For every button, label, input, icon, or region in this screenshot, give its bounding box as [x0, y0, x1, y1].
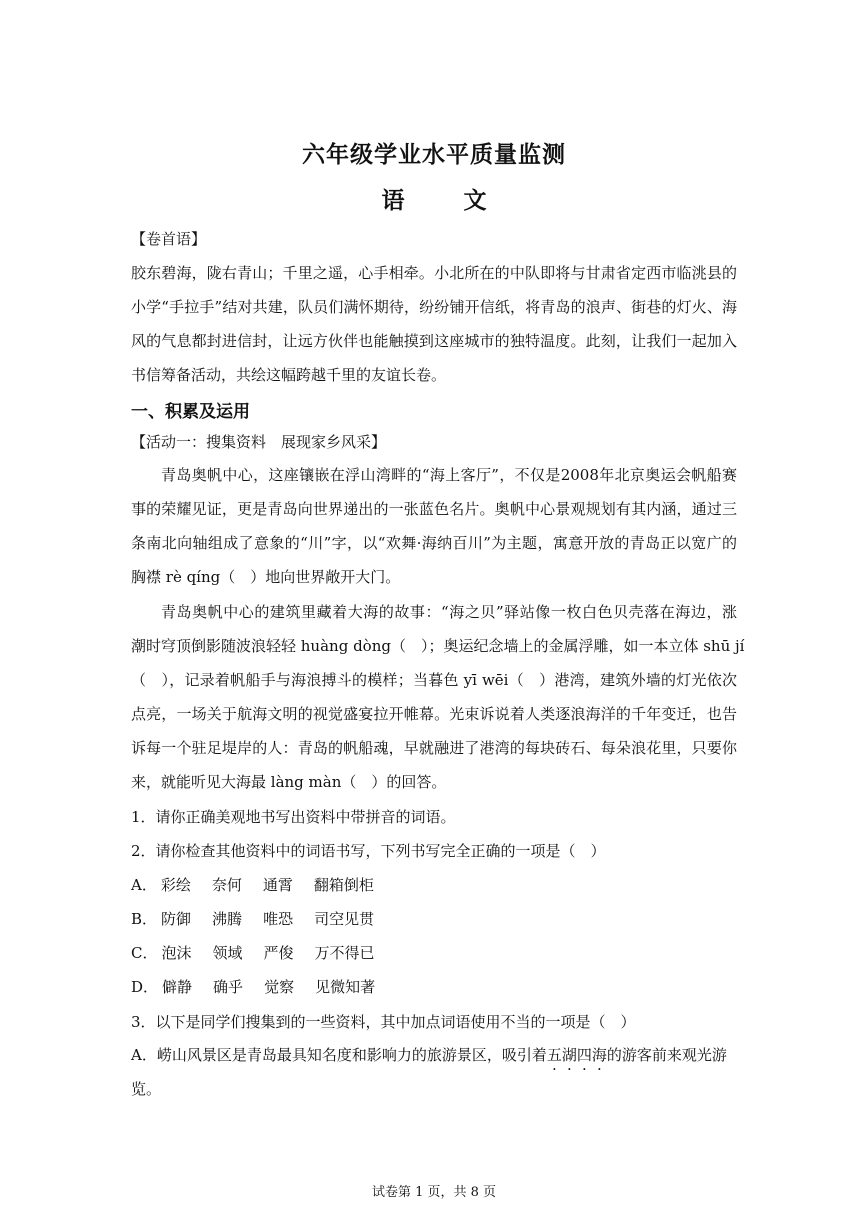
dotted-char: 海 [591, 1046, 607, 1064]
option-a[interactable] [131, 874, 737, 895]
option-word: 泡沫 [161, 944, 192, 962]
dotted-word [547, 1046, 607, 1064]
option-text: 的游客前来观光游 [606, 1046, 727, 1064]
activity-heading: 【活动一：搜集资料 展现家乡风采】 [131, 433, 387, 451]
dotted-char: 湖 [561, 1046, 577, 1064]
option-a-q3[interactable] [131, 1044, 737, 1065]
preface-line: 风的气息都封进信封，让远方伙伴也能触摸到这座城市的独特温度。此刻，让我们一起加入 [131, 332, 737, 350]
option-word: 万不得已 [314, 944, 375, 962]
question-2: 2．请你检查其他资料中的词语书写，下列书写完全正确的一项是（ ） [131, 842, 606, 860]
question-1: 1．请你正确美观地书写出资料中带拼音的词语。 [131, 808, 456, 826]
option-label: A． [131, 876, 157, 894]
option-word: 通霄 [262, 876, 293, 894]
option-word: 觉察 [264, 978, 295, 996]
passage-line: 青岛奥帆中心，这座镶嵌在浮山湾畔的“海上客厅”，不仅是2008年北京奥运会帆船赛 [161, 466, 737, 484]
option-b[interactable] [131, 908, 737, 929]
passage-line: 青岛奥帆中心的建筑里藏着大海的故事：“海之贝”驿站像一枚白色贝壳落在海边，涨 [161, 603, 737, 621]
passage-line: 诉每一个驻足堤岸的人：青岛的帆船魂，早就融进了港湾的每块砖石、每朵浪花里，只要你 [131, 739, 737, 757]
dotted-char: 五 [546, 1046, 562, 1064]
option-word: 防御 [161, 910, 192, 928]
exam-title: 六年级学业水平质量监测 [302, 141, 566, 168]
option-word: 翻箱倒柜 [313, 876, 374, 894]
passage-line: 条南北向轴组成了意象的“川”字，以“欢舞·海纳百川”为主题，寓意开放的青岛正以宽广的 [131, 534, 737, 552]
option-label: D． [131, 978, 159, 996]
subject-title: 语 文 [381, 187, 505, 214]
option-label: B． [131, 910, 158, 928]
passage-line: 胸襟 rè qíng（ ）地向世界敞开大门。 [131, 568, 401, 586]
preface-label: 【卷首语】 [131, 230, 207, 248]
page-footer: 试卷第 1 页，共 8 页 [371, 1185, 497, 1200]
option-word: 唯恐 [263, 910, 294, 928]
option-word: 彩绘 [160, 876, 191, 894]
option-word: 领域 [212, 944, 243, 962]
passage-line: 事的荣耀见证，更是青岛向世界递出的一张蓝色名片。奥帆中心景观规划有其内涵，通过三 [131, 500, 737, 518]
preface-line: 书信筹备活动，共绘这幅跨越千里的友谊长卷。 [131, 366, 447, 384]
option-word: 严俊 [263, 944, 294, 962]
passage-line: 潮时穹顶倒影随波浪轻轻 huàng dòng（ ）；奥运纪念墙上的金属浮雕，如一本立体 shū jí [131, 637, 745, 655]
option-word: 奈何 [211, 876, 242, 894]
option-word: 确乎 [213, 978, 244, 996]
option-a-q3-line2: 览。 [131, 1080, 162, 1098]
dotted-char: 四 [576, 1046, 592, 1064]
option-text: A．崂山风景区是青岛最具知名度和影响力的旅游景区，吸引着 [131, 1046, 547, 1064]
passage-line: 点亮，一场关于航海文明的视觉盛宴拉开帷幕。光束诉说着人类逐浪海洋的千年变迁，也告 [131, 705, 737, 723]
preface-line: 胶东碧海，陇右青山；千里之遥，心手相牵。小北所在的中队即将与甘肃省定西市临洮县的 [131, 264, 737, 282]
option-c[interactable] [131, 942, 737, 963]
question-3: 3．以下是同学们搜集到的一些资料，其中加点词语使用不当的一项是（ ） [131, 1013, 636, 1031]
section-heading: 一、积累及运用 [131, 402, 250, 422]
option-word: 司空见贯 [314, 910, 375, 928]
option-word: 僻静 [162, 978, 193, 996]
option-word: 沸腾 [212, 910, 243, 928]
preface-line: 小学“手拉手”结对共建，队员们满怀期待，纷纷铺开信纸，将青岛的浪声、街巷的灯火、海 [131, 298, 737, 316]
passage-line: （ ），记录着帆船手与海浪搏斗的模样；当暮色 yī wēi（ ）港湾，建筑外墙的灯光依次 [131, 671, 737, 689]
option-d[interactable] [131, 976, 737, 997]
option-word: 见微知著 [315, 978, 376, 996]
passage-line: 来，就能听见大海最 làng màn（ ）的回答。 [131, 773, 447, 791]
option-label: C． [131, 944, 158, 962]
